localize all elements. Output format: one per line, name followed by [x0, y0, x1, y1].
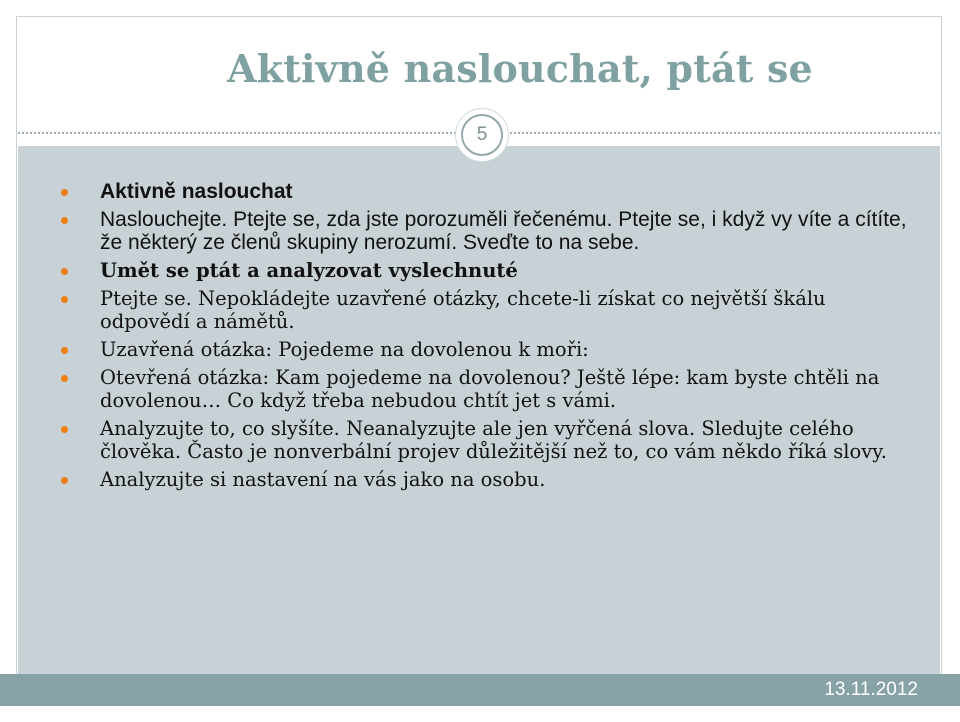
bullet-item	[56, 208, 916, 254]
footer-date: 13.11.2012	[824, 679, 918, 700]
bullet-dot-icon	[61, 347, 68, 354]
bullet-text: Otevřená otázka: Kam pojedeme na dovolenou? Ještě lépe: kam byste chtěli na dovolenou… Co když třeba nebudou chtít jet s vámi.	[100, 366, 880, 412]
bullet-item	[56, 468, 916, 491]
bullet-text: Analyzujte to, co slyšíte. Neanalyzujte ale jen vyřčená slova. Sledujte celého člověka. Často je nonverbální projev důležitější než to, co vám někdo říká slovy.	[100, 417, 887, 463]
bullet-dot-icon	[61, 426, 68, 433]
bullet-item	[56, 338, 916, 361]
bullet-text: Aktivně naslouchat	[100, 180, 293, 203]
bullet-item	[56, 287, 916, 333]
slide-title: Aktivně naslouchat, ptát se	[227, 46, 813, 91]
bullet-item	[56, 417, 916, 463]
bullet-dot-icon	[61, 217, 68, 224]
bullet-text: Analyzujte si nastavení na vás jako na osobu.	[100, 468, 546, 491]
bullet-text: Naslouchejte. Ptejte se, zda jste porozuměli řečenému. Ptejte se, i když vy víte a cítíte, že některý ze členů skupiny nerozumí. Sveďte to na sebe.	[100, 208, 907, 254]
footer-bar	[0, 674, 960, 706]
bullet-dot-icon	[61, 268, 68, 275]
bullet-dot-icon	[61, 189, 68, 196]
bullet-item	[56, 180, 916, 203]
bullet-dot-icon	[61, 477, 68, 484]
bullet-dot-icon	[61, 296, 68, 303]
bullet-text: Uzavřená otázka: Pojedeme na dovolenou k moři:	[100, 338, 589, 361]
bullet-text: Ptejte se. Nepokládejte uzavřené otázky, chcete-li získat co největší škálu odpovědí a námětů.	[100, 287, 826, 333]
bullet-item	[56, 366, 916, 412]
bullet-list	[56, 180, 916, 496]
bullet-dot-icon	[61, 375, 68, 382]
slide-number-badge	[455, 108, 509, 162]
bullet-text: Umět se ptát a analyzovat vyslechnuté	[100, 259, 518, 282]
slide-number: 5	[461, 114, 503, 156]
bullet-item	[56, 259, 916, 282]
